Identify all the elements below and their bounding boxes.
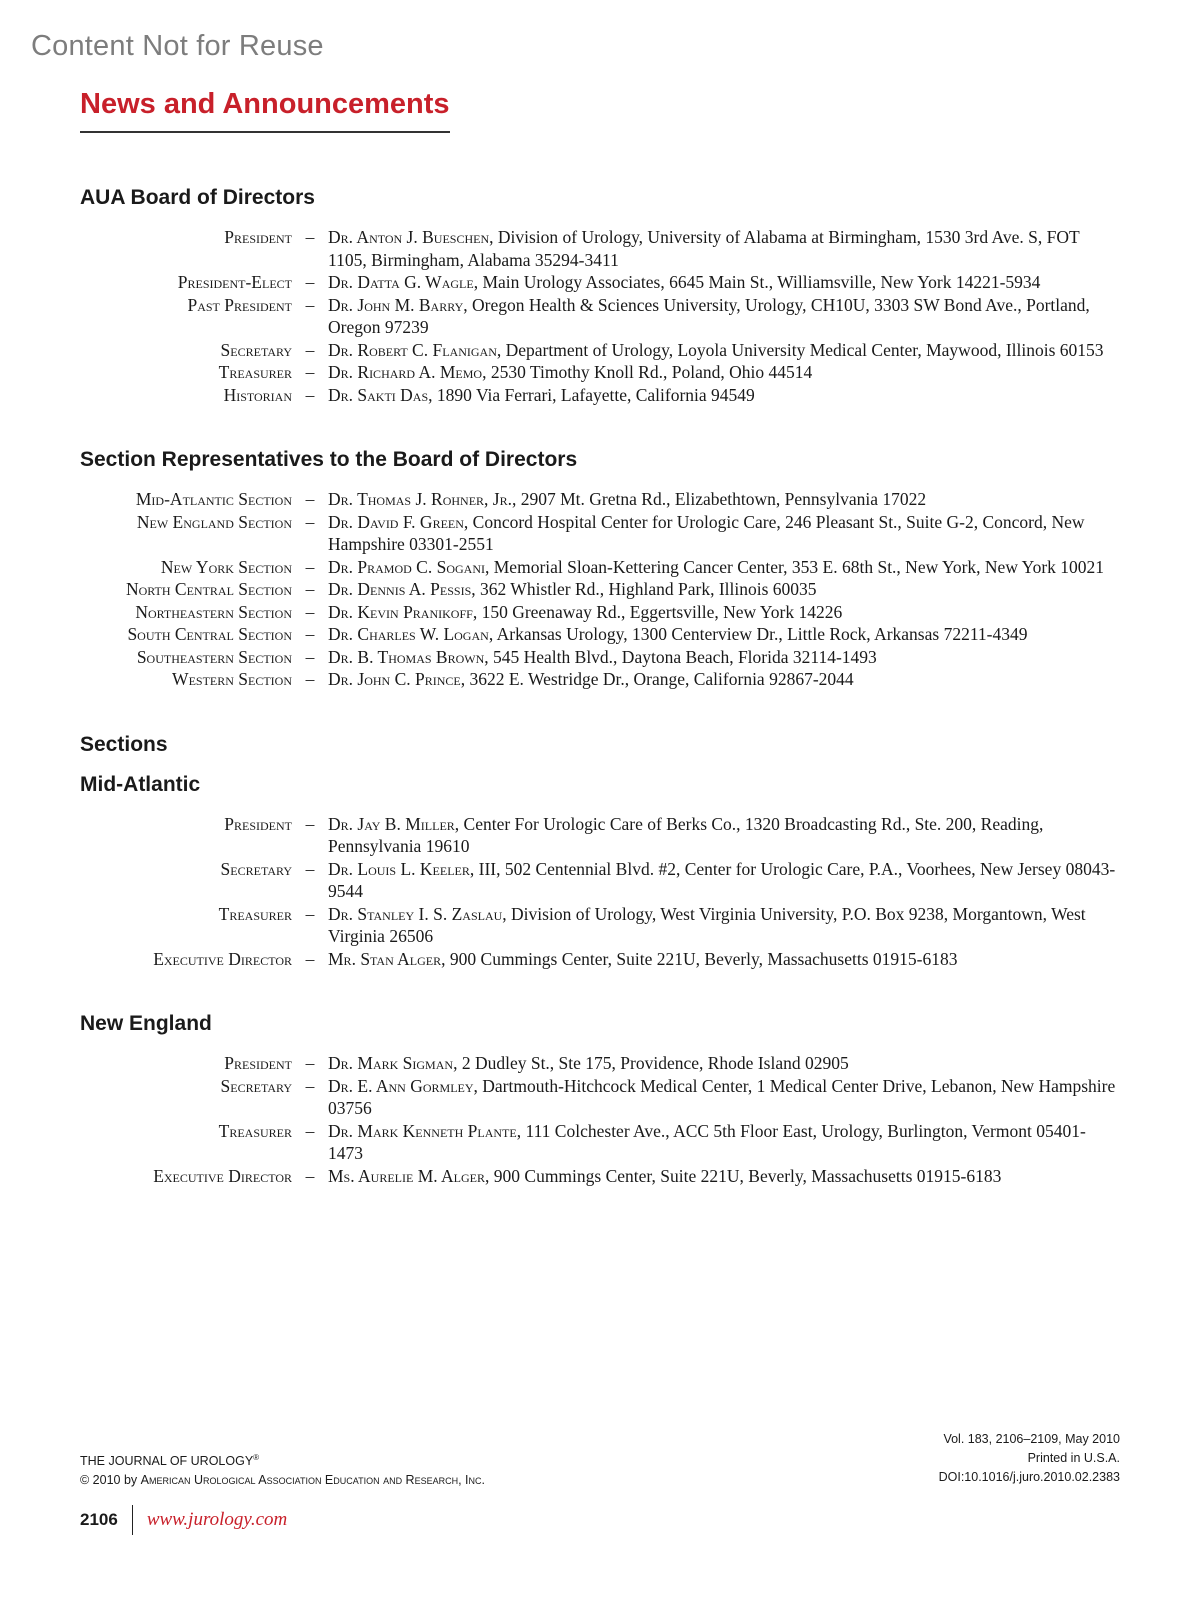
entry-detail — [328, 511, 1120, 556]
entry-role: South Central Section — [127, 624, 292, 644]
directory-section — [80, 186, 1120, 406]
website-link[interactable]: www.jurology.com — [146, 1509, 288, 1530]
directory-entry — [80, 271, 1120, 294]
entry-role: New York Section — [160, 556, 292, 577]
watermark-text: Content Not for Reuse — [31, 30, 324, 62]
directory-section — [80, 773, 1120, 971]
entry-name: Dr. Richard A. Memo — [328, 362, 483, 382]
entry-role: Southeastern Section — [136, 646, 292, 667]
entry-role: Treasurer — [218, 362, 292, 382]
entry-detail — [328, 903, 1120, 948]
entry-address: , Main Urology Associates, 6645 Main St., Williamsville, New York 14221-5934 — [473, 272, 1041, 292]
entry-detail — [328, 384, 1120, 407]
publisher-name: American Urological Association Education and Research, Inc. — [140, 1473, 485, 1488]
entry-detail — [328, 578, 1120, 601]
printed-info: Printed in U.S.A. — [1027, 1451, 1120, 1465]
page-number: 2106 — [80, 1505, 133, 1535]
entry-address: , 900 Cummings Center, Suite 221U, Beverly, Massachusetts 01915-6183 — [485, 1165, 1002, 1186]
directory-entry — [80, 578, 1120, 601]
entry-role: North Central Section — [125, 579, 292, 599]
entry-separator: – — [305, 227, 315, 247]
entry-detail — [328, 948, 1120, 971]
entry-address: , 2907 Mt. Gretna Rd., Elizabethtown, Pennsylvania 17022 — [512, 489, 927, 509]
entry-role: Secretary — [220, 1075, 292, 1096]
entry-name: Dr. John C. Prince — [328, 669, 461, 689]
entry-address: , Center For Urologic Care of Berks Co., 1320 Broadcasting Rd., Ste. 200, Reading, Pennsylvania 19610 — [328, 813, 1044, 856]
entry-role: President — [224, 1053, 292, 1073]
entry-separator: – — [305, 646, 315, 667]
entry-address: , 3622 E. Westridge Dr., Orange, California 92867-2044 — [460, 669, 854, 689]
entry-name: Dr. Mark Sigman — [328, 1053, 454, 1073]
entry-name: Dr. Robert C. Flanigan — [328, 339, 497, 360]
entry-name: Dr. Stanley I. S. Zaslau — [328, 903, 503, 924]
entry-address: , 545 Health Blvd., Daytona Beach, Florida 32114-1493 — [484, 646, 877, 667]
entry-address: , Concord Hospital Center for Urologic Care, 246 Pleasant St., Suite G-2, Concord, New Hampshire 03301-2551 — [328, 511, 1085, 554]
entry-name: Dr. Sakti Das — [328, 384, 429, 405]
entry-detail — [328, 339, 1120, 362]
directory-entry — [80, 813, 1120, 858]
entry-address: , 150 Greenaway Rd., Eggertsville, New York 14226 — [472, 601, 843, 622]
directory-entry — [80, 1052, 1120, 1075]
entry-name: Dr. Dennis A. Pessis — [328, 579, 472, 599]
directory-entry — [80, 668, 1120, 691]
directory-entry — [80, 556, 1120, 579]
entry-name: Dr. Thomas J. Rohner, Jr. — [328, 489, 512, 509]
entry-detail — [328, 668, 1120, 691]
entry-address: , Dartmouth-Hitchcock Medical Center, 1 Medical Center Drive, Lebanon, New Hampshire 03756 — [328, 1075, 1116, 1118]
directory-entry — [80, 623, 1120, 646]
entry-detail — [328, 601, 1120, 624]
entry-role: Executive Director — [153, 948, 292, 969]
entry-separator: – — [305, 601, 315, 622]
entry-name: Mr. Stan Alger — [328, 948, 442, 969]
entry-role: New England Section — [136, 511, 292, 532]
doi-info: DOI:10.1016/j.juro.2010.02.2383 — [938, 1470, 1120, 1484]
entry-address: , Division of Urology, University of Alabama at Birmingham, 1530 3rd Ave. S, FOT 1105, Birmingham, Alabama 35294-3411 — [328, 227, 1080, 270]
directory-entry — [80, 339, 1120, 362]
entry-detail — [328, 1165, 1120, 1188]
section-heading: Section Representatives to the Board of Directors — [80, 448, 578, 471]
page-footer-bar — [80, 1505, 287, 1535]
section-heading: New England — [80, 1012, 212, 1035]
entry-role: Treasurer — [218, 903, 292, 924]
directory-entry — [80, 1075, 1120, 1120]
registered-mark: ® — [253, 1453, 260, 1462]
entry-address: , 2530 Timothy Knoll Rd., Poland, Ohio 44514 — [482, 362, 813, 382]
page-title: News and Announcements — [80, 88, 450, 133]
journal-name: THE JOURNAL OF UROLOGY — [80, 1454, 254, 1469]
entry-detail — [328, 646, 1120, 669]
entry-address: , Oregon Health & Sciences University, Urology, CH10U, 3303 SW Bond Ave., Portland, Oregon 97239 — [328, 294, 1090, 337]
entry-address: , Department of Urology, Loyola University Medical Center, Maywood, Illinois 60153 — [496, 339, 1104, 360]
entry-detail — [328, 1052, 1120, 1075]
entry-separator: – — [305, 624, 315, 644]
entry-separator: – — [305, 1053, 315, 1073]
directory-entry — [80, 384, 1120, 407]
entry-role: Western Section — [172, 669, 292, 689]
entry-separator: – — [305, 948, 315, 969]
directory-entry — [80, 1120, 1120, 1165]
entry-detail — [328, 294, 1120, 339]
directory-entry — [80, 601, 1120, 624]
entry-separator: – — [305, 858, 315, 879]
directory-entry — [80, 903, 1120, 948]
entry-address: , Memorial Sloan-Kettering Cancer Center, 353 E. 68th St., New York, New York 10021 — [485, 556, 1105, 577]
entry-name: Dr. E. Ann Gormley — [328, 1075, 474, 1096]
copyright-prefix: © 2010 by — [80, 1473, 141, 1488]
entry-address: , 900 Cummings Center, Suite 221U, Beverly, Massachusetts 01915-6183 — [441, 948, 958, 969]
entry-role: President — [224, 813, 292, 834]
entry-separator: – — [305, 384, 315, 405]
entry-name: Dr. Charles W. Logan — [328, 624, 489, 644]
entry-separator: – — [305, 1120, 315, 1141]
entry-address: , 362 Whistler Rd., Highland Park, Illinois 60035 — [471, 579, 817, 599]
section-heading: AUA Board of Directors — [80, 186, 315, 209]
entry-role: Secretary — [220, 858, 292, 879]
entry-name: Dr. Anton J. Bueschen — [328, 227, 490, 247]
entry-name: Dr. Datta G. Wagle — [328, 272, 474, 292]
entry-detail — [328, 556, 1120, 579]
entry-name: Ms. Aurelie M. Alger — [328, 1165, 486, 1186]
entry-address: , 111 Colchester Ave., ACC 5th Floor East, Urology, Burlington, Vermont 05401-1473 — [328, 1120, 1086, 1163]
entry-separator: – — [305, 556, 315, 577]
entry-separator: – — [305, 339, 315, 360]
entry-name: Dr. John M. Barry — [328, 294, 464, 315]
entry-name: Dr. Pramod C. Sogani — [328, 556, 485, 577]
entry-separator: – — [305, 579, 315, 599]
entry-separator: – — [305, 489, 315, 509]
volume-info: Vol. 183, 2106–2109, May 2010 — [943, 1432, 1120, 1446]
entry-detail — [328, 623, 1120, 646]
entry-name: Dr. Jay B. Miller — [328, 813, 455, 834]
entry-separator: – — [305, 903, 315, 924]
entry-detail — [328, 1120, 1120, 1165]
entry-role: Mid-Atlantic Section — [135, 489, 292, 509]
entry-address: , Division of Urology, West Virginia University, P.O. Box 9238, Morgantown, West Virginia 26506 — [328, 903, 1086, 946]
entry-detail — [328, 858, 1120, 903]
entry-separator: – — [305, 511, 315, 532]
directory-entry — [80, 294, 1120, 339]
entry-role: Northeastern Section — [135, 601, 292, 622]
entry-name: Dr. David F. Green — [328, 511, 464, 532]
group-heading: Sections — [80, 732, 168, 756]
entry-separator: – — [305, 669, 315, 689]
entry-detail — [328, 271, 1120, 294]
entry-role: Secretary — [220, 339, 292, 360]
entry-name: Dr. Louis L. Keeler — [328, 858, 470, 879]
entry-address: , Arkansas Urology, 1300 Centerview Dr., Little Rock, Arkansas 72211-4349 — [488, 624, 1028, 644]
directory-entry — [80, 361, 1120, 384]
entry-detail — [328, 361, 1120, 384]
entry-role: President-Elect — [177, 272, 292, 292]
directory-entry — [80, 511, 1120, 556]
entry-address: , 2 Dudley St., Ste 175, Providence, Rhode Island 02905 — [453, 1053, 849, 1073]
directory-section — [80, 1012, 1120, 1187]
entry-separator: – — [305, 1075, 315, 1096]
directory-entry — [80, 646, 1120, 669]
directory-entry — [80, 948, 1120, 971]
directory-entry — [80, 226, 1120, 271]
journal-info — [80, 1448, 485, 1490]
entry-separator: – — [305, 272, 315, 292]
entry-detail — [328, 1075, 1120, 1120]
entry-detail — [328, 226, 1120, 271]
entry-role: Past President — [187, 294, 292, 315]
entry-role: Executive Director — [153, 1165, 292, 1186]
entry-detail — [328, 488, 1120, 511]
entry-role: President — [224, 227, 292, 247]
directory-entry — [80, 858, 1120, 903]
entry-address: , 1890 Via Ferrari, Lafayette, California 94549 — [428, 384, 755, 405]
entry-separator: – — [305, 294, 315, 315]
entry-separator: – — [305, 362, 315, 382]
directory-section — [80, 448, 1120, 691]
section-heading: Mid-Atlantic — [80, 772, 201, 796]
entry-separator: – — [305, 813, 315, 834]
citation-info — [820, 1430, 1120, 1487]
article-body — [80, 186, 1120, 1229]
entry-detail — [328, 813, 1120, 858]
entry-name: Dr. Kevin Pranikoff — [328, 601, 473, 622]
entry-separator: – — [305, 1165, 315, 1186]
directory-entry — [80, 488, 1120, 511]
entry-address: , III, 502 Centennial Blvd. #2, Center for Urologic Care, P.A., Voorhees, New Jersey 08043-9544 — [328, 858, 1116, 901]
entry-role: Treasurer — [218, 1120, 292, 1141]
entry-role: Historian — [223, 384, 292, 405]
entry-name: Dr. Mark Kenneth Plante — [328, 1120, 517, 1141]
directory-entry — [80, 1165, 1120, 1188]
entry-name: Dr. B. Thomas Brown — [328, 646, 485, 667]
